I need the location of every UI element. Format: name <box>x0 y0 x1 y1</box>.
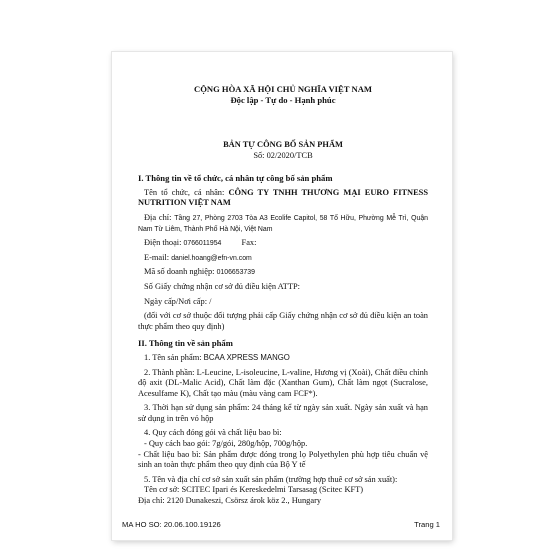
product-name-line <box>138 353 428 364</box>
fax-label: Fax: <box>241 238 257 248</box>
tax-value: 0106653739 <box>216 269 255 277</box>
phone-line <box>138 238 428 249</box>
address-value: Tầng 27, Phòng 2703 Tòa A3 Ecolife Capitol, 58 Tố Hữu, Phường Mễ Trì, Quận Nam Từ Liêm, Thành Phố Hà Nội, Việt Nam <box>138 214 428 233</box>
phone-value: 0766011954 <box>183 240 222 248</box>
tax-line <box>138 267 428 278</box>
product-name-label: 1. Tên sản phẩm: <box>144 352 202 362</box>
tax-label: Mã số doanh nghiệp: <box>144 267 215 277</box>
manufacturer-heading: 5. Tên và địa chỉ cơ sở sản xuất sản phẩm (trường hợp thuê cơ sở sản xuất): <box>144 474 398 484</box>
page-number: Trang 1 <box>414 520 440 529</box>
email-value: daniel.hoang@efn-vn.com <box>171 254 252 262</box>
address-line <box>138 213 428 234</box>
document-page <box>112 52 452 540</box>
date-label: Ngày cấp/Nơi cấp: <box>144 296 208 306</box>
address-label: Địa chỉ: <box>144 212 172 222</box>
document-number: Số: 02/2020/TCB <box>253 150 313 160</box>
section-2-heading: II. Thông tin về sản phẩm <box>138 338 233 349</box>
page-content <box>138 84 428 507</box>
product-name-value: BCAA XPRESS MANGO <box>203 352 290 362</box>
manufacturer-name: Tên cơ sở: SCITEC Ipari és Kereskedelmi Tarsasag (Scitec KFT) <box>144 485 364 495</box>
cert-note: (đối với cơ sở thuộc đối tượng phải cấp Giấy chứng nhận cơ sở đủ điều kiện an toàn thực phẩm theo quy định) <box>138 311 428 331</box>
ingredients: 2. Thành phần: L-Leucine, L-isoleucine, L-valine, Hương vị (Xoài), Chất điều chỉnh độ axit (DL-Malic Acid), Chất làm đặc (Xanthan Gum), Chất làm ngọt (Sucralose, Acesulfame K), Chất tạo màu (màu vàng cam FCF*). <box>138 367 428 398</box>
org-line <box>138 188 428 209</box>
email-label: E-mail: <box>144 252 170 262</box>
nation-heading: CỘNG HÒA XÃ HỘI CHỦ NGHĨA VIỆT NAM <box>193 84 373 94</box>
section-1-heading: I. Thông tin về tổ chức, cá nhân tự công bố sản phẩm <box>138 173 333 184</box>
date-line <box>138 297 428 308</box>
shelf-life: 3. Thời hạn sử dụng sản phẩm: 24 tháng kể từ ngày sản xuất. Ngày sản xuất và hạn sử dụng in trên vỏ hộp <box>138 403 428 423</box>
packaging-heading: 4. Quy cách đóng gói và chất liệu bao bì: <box>144 428 282 438</box>
document-title: BẢN TỰ CÔNG BỐ SẢN PHẨM <box>223 140 343 149</box>
phone-label: Điện thoại: <box>144 238 182 248</box>
org-name: CÔNG TY TNHH THƯƠNG MẠI EURO FITNESS NUTRITION VIỆT NAM <box>138 187 428 208</box>
org-label: Tên tổ chức, cá nhân: <box>144 187 225 197</box>
cert-line: Số Giấy chứng nhận cơ sở đủ điều kiện ATTP: <box>144 281 300 291</box>
page-footer <box>122 520 440 529</box>
packaging-spec: - Quy cách bao gói: 7g/gói, 280g/hộp, 700g/hộp. <box>144 439 308 449</box>
date-value: / <box>209 296 212 306</box>
dossier-code: MA HO SO: 20.06.100.19126 <box>122 520 221 529</box>
packaging-material: - Chất liệu bao bì: Sản phẩm được đóng trong lọ Polyethylen phù hợp tiêu chuẩn vệ sinh an toàn thực phẩm theo quy định của Bộ Y tế <box>138 449 428 470</box>
email-line <box>138 253 428 264</box>
motto: Độc lập - Tự do - Hạnh phúc <box>230 95 336 105</box>
manufacturer-address: Địa chỉ: 2120 Dunakeszi, Csörsz árok köz 2., Hungary <box>138 496 322 506</box>
